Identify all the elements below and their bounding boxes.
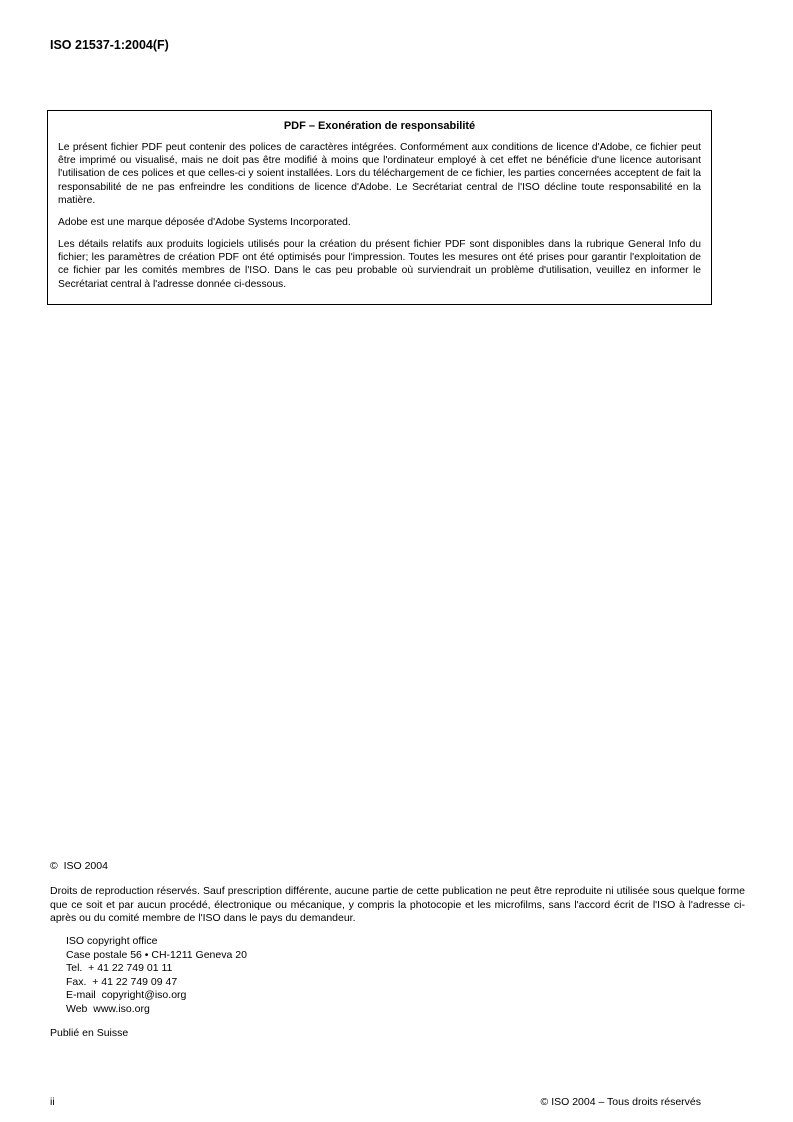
- disclaimer-paragraph-1: Le présent fichier PDF peut contenir des polices de caractères intégrées. Conformément aux conditions de licence d'Adobe, ce fichier peut être imprimé ou visualisé, mais ne doit pas être modifié à moins que l'ordinateur employé à cet effet ne bénéficie d'une licence autorisant l'utilisation de ces polices et que celles-ci y soient installées. Lors du téléchargement de ce fichier, les parties concernées acceptent de fait la responsabilité de ne pas enfreindre les conditions de licence d'Adobe. Le Secrétariat central de l'ISO décline toute responsabilité en la matière.: [58, 142, 701, 206]
- address-line-office: ISO copyright office: [66, 934, 158, 947]
- disclaimer-title: PDF – Exonération de responsabilité: [283, 120, 476, 132]
- address-line-postal: Case postale 56 • CH-1211 Geneva 20: [66, 948, 247, 961]
- address-line-email: E-mail copyright@iso.org: [66, 989, 187, 1002]
- document-id: ISO 21537-1:2004(F): [50, 38, 169, 52]
- reproduction-rights-text: Droits de reproduction réservés. Sauf prescription différente, aucune partie de cette publication ne peut être reproduite ni utilisée sous quelque forme que ce soit et par aucun procédé, électronique ou mécanique, y compris la photocopie et les microfilms, sans l'accord écrit de l'ISO à l'adresse ci-après ou du comité membre de l'ISO dans le pays du demandeur.: [50, 885, 745, 925]
- footer-copyright: © ISO 2004 – Tous droits réservés: [540, 1096, 701, 1108]
- iso-address-block: [66, 935, 745, 1017]
- page-number: ii: [50, 1096, 55, 1108]
- copyright-notice: © ISO 2004: [50, 860, 108, 872]
- copyright-section: [50, 860, 745, 1039]
- address-line-tel: Tel. + 41 22 749 01 11: [66, 962, 173, 975]
- address-line-web: Web www.iso.org: [66, 1003, 150, 1016]
- disclaimer-paragraph-2: Adobe est une marque déposée d'Adobe Systems Incorporated.: [58, 216, 351, 228]
- disclaimer-paragraph-3: Les détails relatifs aux produits logiciels utilisés pour la création du présent fichier PDF sont disponibles dans la rubrique General Info du fichier; les paramètres de création PDF ont été optimisés pour l'impression. Toutes les mesures ont été prises pour garantir l'exploitation de ce fichier par les comités membres de l'ISO. Dans le cas peu probable où surviendrait un problème d'utilisation, veuillez en informer le Secrétariat central à l'adresse donnée ci-dessous.: [58, 239, 701, 290]
- page-footer: [50, 1096, 701, 1108]
- address-line-fax: Fax. + 41 22 749 09 47: [66, 975, 178, 988]
- pdf-disclaimer-box: [47, 110, 712, 305]
- published-line: Publié en Suisse: [50, 1026, 129, 1039]
